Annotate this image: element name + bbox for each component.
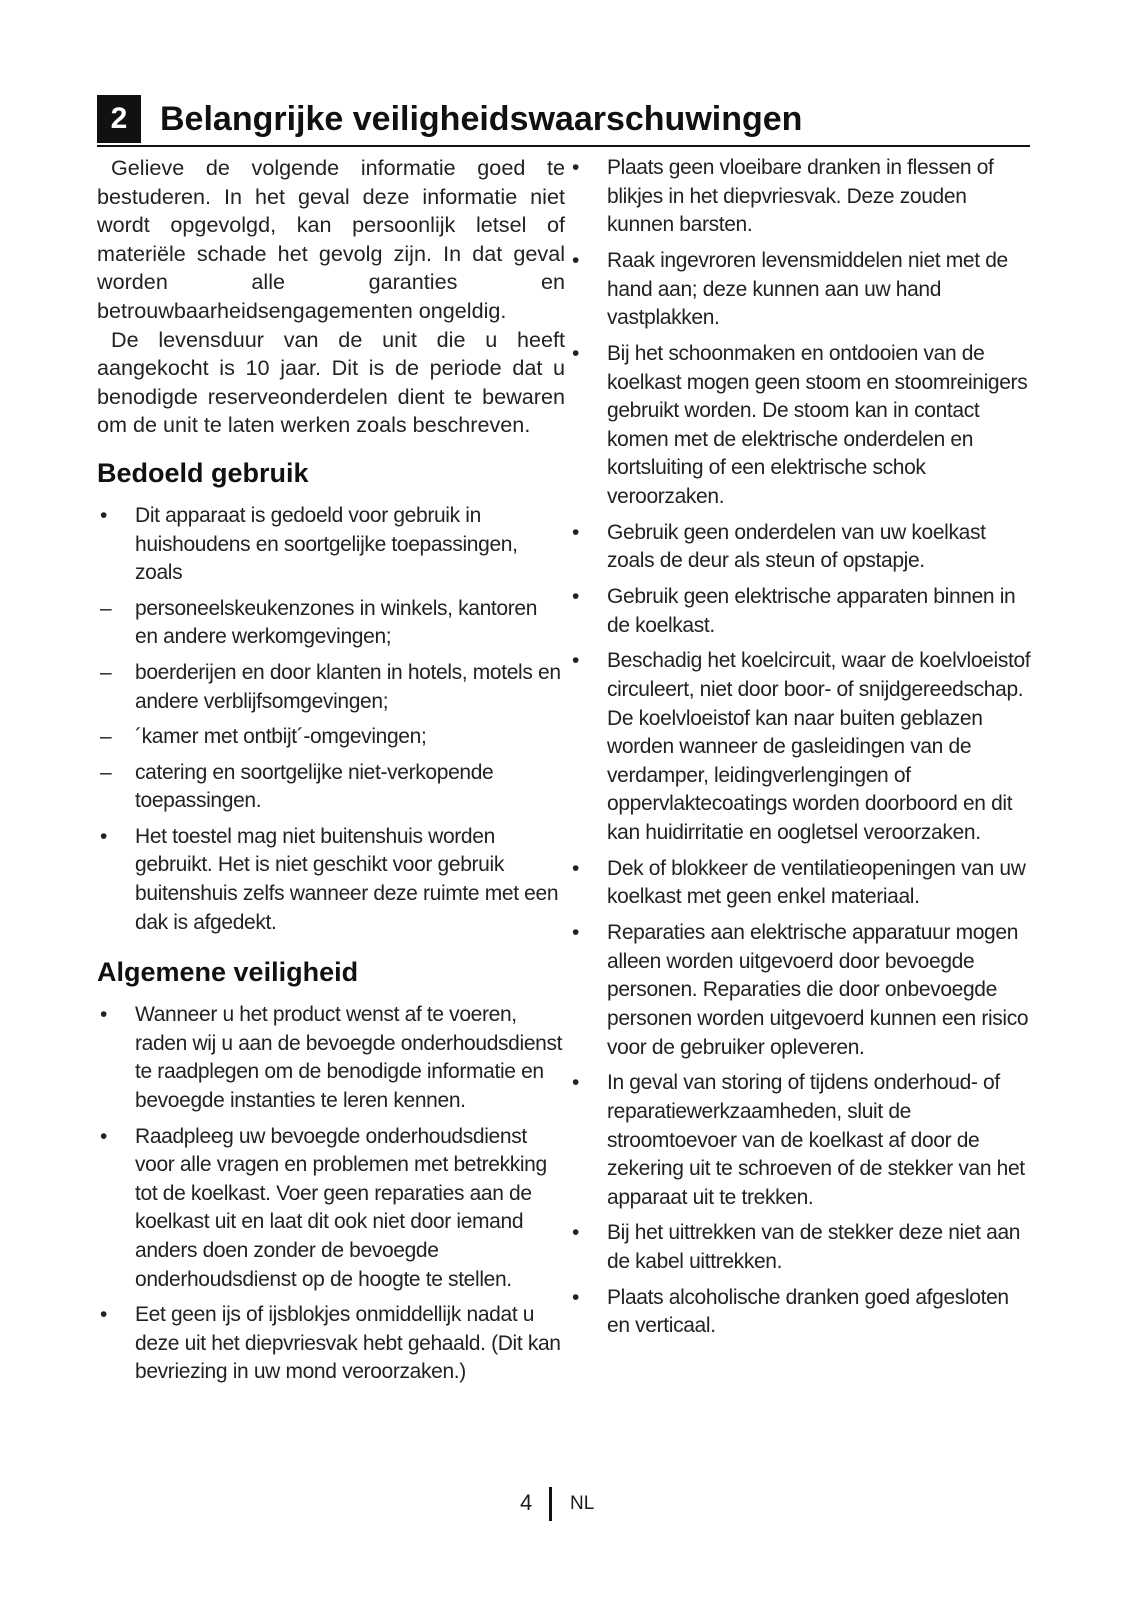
bullet-mark: •	[572, 585, 580, 609]
list-item	[97, 1301, 565, 1387]
list-item	[572, 1284, 1034, 1341]
bullet-mark: •	[572, 156, 580, 179]
dash-mark: –	[100, 596, 112, 620]
list-item-text: Eet geen ijs of ijsblokjes onmiddellijk nadat u deze uit het diepvriesvak hebt gehaald. (Dit kan bevriezing in uw mond veroorzaken.)	[135, 1303, 561, 1384]
list-item	[572, 154, 1034, 240]
bullet-mark: •	[572, 856, 580, 880]
list-item	[97, 595, 565, 652]
bullet-mark: •	[100, 503, 108, 527]
list-item-text: Raadpleeg uw bevoegde onderhoudsdienst voor alle vragen en problemen met betrekking tot de koelkast. Voer geen reparaties aan de koelkast uit en laat dit ook niet door iemand anders doen zonder de bevoegde onderhoudsdienst op de hoogte te stellen.	[135, 1124, 547, 1291]
list-item-text: Plaats geen vloeibare dranken in flessen of blikjes in het diepvriesvak. Deze zouden kunnen barsten.	[607, 156, 994, 237]
list-item	[572, 247, 1034, 333]
dash-mark: –	[100, 725, 112, 749]
list-item	[572, 647, 1034, 847]
bullet-mark: •	[100, 1303, 108, 1327]
subheading-bedoeld-gebruik: Bedoeld gebruik	[97, 457, 309, 488]
subheading-algemene-veiligheid: Algemene veiligheid	[97, 957, 359, 988]
bullet-mark: •	[100, 824, 108, 848]
list-item	[572, 519, 1034, 576]
list-item-text: Het toestel mag niet buitenshuis worden gebruikt. Het is niet geschikt voor gebruik buitenshuis zelfs wanneer deze ruimte met een dak is afgedekt.	[135, 824, 559, 934]
right-column	[572, 154, 1034, 1348]
intro-paragraph: Gelieve de volgende informatie goed te bestuderen. In het geval deze informatie niet wordt opgevolgd, kan persoonlijk letsel of materiële schade het gevolg zijn. In dat geval worden alle garanties en betrouwbaarheidsengagementen ongeldig.	[97, 155, 565, 323]
list-item	[572, 919, 1034, 1062]
list-item-text: Bij het schoonmaken en ontdooien van de koelkast mogen geen stoom en stoomreinigers gebruikt worden. De stoom kan in contact komen met de elektrische onderdelen en kortsluiting of een elektrische schok veroorzaken.	[607, 341, 1028, 508]
dash-mark: –	[100, 660, 112, 684]
dash-mark: –	[100, 760, 112, 784]
section-title: Belangrijke veiligheidswaarschuwingen	[160, 100, 803, 138]
list-item	[97, 759, 565, 816]
section-number: 2	[97, 95, 141, 143]
safety-warnings-list	[572, 154, 1034, 1341]
list-item-text: personeelskeukenzones in winkels, kantoren en andere werkomgevingen;	[135, 596, 538, 649]
list-item-text: Raak ingevroren levensmiddelen niet met de hand aan; deze kunnen aan uw hand vastplakken.	[607, 248, 1008, 330]
bullet-mark: •	[572, 520, 580, 544]
bedoeld-gebruik-list	[97, 502, 565, 937]
language-code: NL	[570, 1493, 595, 1514]
list-item	[572, 1069, 1034, 1212]
list-item-text: catering en soortgelijke niet-verkopende toepassingen.	[135, 760, 494, 813]
intro-paragraph: De levensduur van de unit die u heeft aangekocht is 10 jaar. Dit is de periode dat u benodigde reserveonderdelen dient te bewaren om de unit te laten werken zoals beschreven.	[97, 326, 565, 438]
left-column	[97, 154, 565, 1394]
list-item-text: Reparaties aan elektrische apparatuur mogen alleen worden uitgevoerd door bevoegde personen. Reparaties die door onbevoegde personen worden uitgevoerd kunnen een risico voor de gebruiker opleveren.	[607, 921, 1029, 1059]
list-item-text: Dit apparaat is gedoeld voor gebruik in huishoudens en soortgelijke toepassingen, zoals	[135, 503, 518, 585]
bullet-mark: •	[100, 1124, 108, 1148]
bullet-mark: •	[572, 921, 580, 945]
list-item	[97, 1001, 565, 1115]
list-item-text: Dek of blokkeer de ventilatieopeningen van uw koelkast met geen enkel materiaal.	[607, 856, 1026, 909]
bullet-mark: •	[572, 1221, 580, 1245]
bullet-mark: •	[572, 341, 580, 365]
bullet-mark: •	[572, 649, 580, 673]
list-item	[572, 340, 1034, 512]
list-item	[572, 583, 1034, 640]
bullet-mark: •	[572, 1071, 580, 1095]
list-item-text: Beschadig het koelcircuit, waar de koelvloeistof circuleert, niet door boor- of snijdgereedschap. De koelvloeistof kan naar buiten geblazen worden wanneer de gasleidingen van de verdamper, leidingverlengingen of oppervlaktecoatings worden doorboord en dit kan huidirritatie en oogletsel veroorzaken.	[607, 649, 1031, 844]
list-item	[572, 855, 1034, 912]
list-item-text: Gebruik geen elektrische apparaten binnen in de koelkast.	[607, 585, 1016, 637]
list-item-text: ´kamer met ontbijt´-omgevingen;	[135, 725, 427, 749]
list-item-text: Plaats alcoholische dranken goed afgesloten en verticaal.	[607, 1285, 1009, 1338]
bullet-mark: •	[572, 248, 580, 272]
bullet-mark: •	[572, 1285, 580, 1309]
list-item	[97, 823, 565, 937]
page-number: 4	[520, 1490, 533, 1515]
section-header	[97, 95, 1030, 147]
bullet-mark: •	[100, 1003, 108, 1027]
list-item-text: In geval van storing of tijdens onderhoud- of reparatiewerkzaamheden, sluit de stroomtoevoer van de koelkast af door de zekering uit te schroeven of de stekker van het apparaat uit te trekken.	[607, 1071, 1025, 1209]
list-item-text: Bij het uittrekken van de stekker deze niet aan de kabel uittrekken.	[607, 1221, 1021, 1274]
list-item-text: Gebruik geen onderdelen van uw koelkast zoals de deur als steun of opstapje.	[607, 520, 986, 573]
algemene-veiligheid-list	[97, 1001, 565, 1387]
list-item-text: Wanneer u het product wenst af te voeren, raden wij u aan de bevoegde onderhoudsdienst te raadplegen om de benodigde informatie en bevoegde instanties te leren kennen.	[135, 1003, 563, 1113]
list-item	[97, 1123, 565, 1295]
list-item	[97, 659, 565, 716]
list-item	[572, 1219, 1034, 1276]
list-item-text: boerderijen en door klanten in hotels, motels en andere verblijfsomgevingen;	[135, 660, 561, 713]
footer-divider	[549, 1487, 552, 1521]
list-item	[97, 723, 565, 752]
list-item	[97, 502, 565, 588]
